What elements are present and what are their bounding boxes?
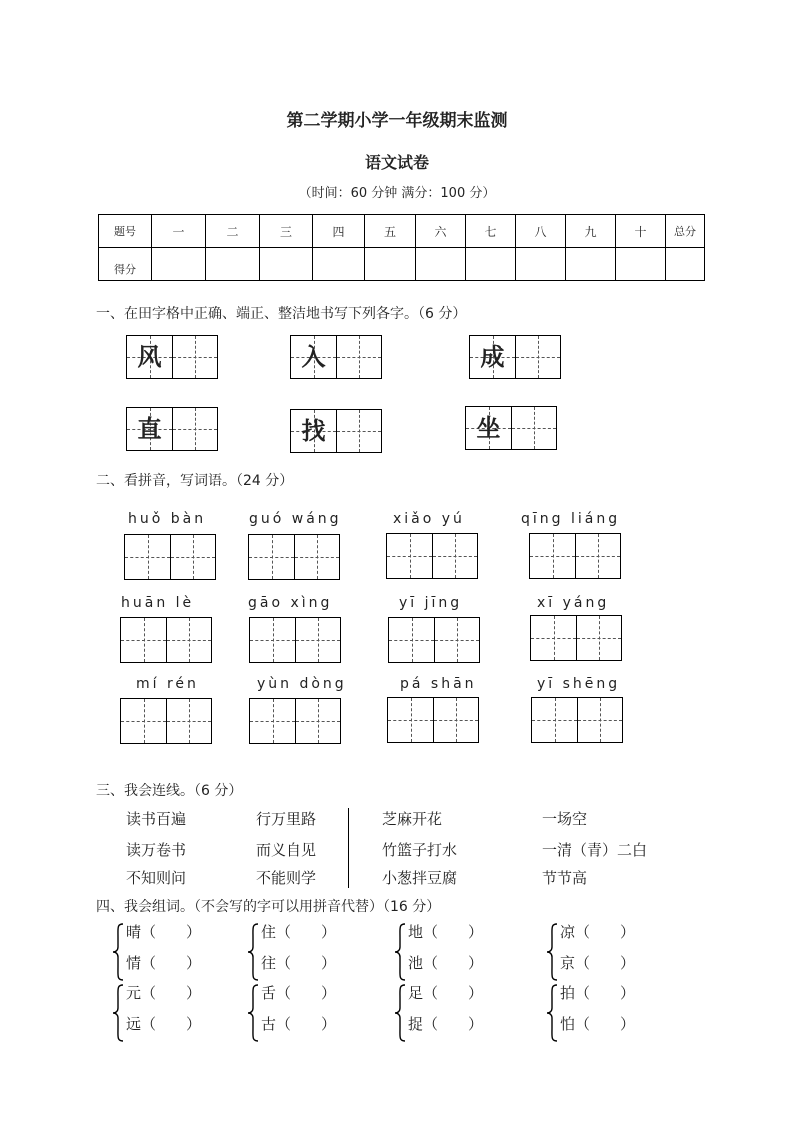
answer-grid[interactable] bbox=[386, 533, 478, 579]
match-item[interactable]: 节节高 bbox=[542, 869, 588, 887]
word-blank[interactable]: 京（ ） bbox=[560, 954, 636, 972]
pinyin-label: yī jīng bbox=[399, 595, 463, 611]
score-cell: 一 bbox=[152, 215, 206, 248]
match-item[interactable]: 读书百遍 bbox=[126, 810, 187, 828]
brace-icon bbox=[546, 984, 558, 1042]
pinyin-label: xiǎo yú bbox=[393, 511, 465, 527]
grid-cell bbox=[531, 616, 576, 660]
grid-cell bbox=[515, 336, 560, 378]
grid-cell bbox=[294, 535, 339, 579]
pinyin-label: gāo xìng bbox=[248, 595, 333, 611]
grid-cell bbox=[121, 618, 166, 662]
grid-cell bbox=[166, 618, 211, 662]
word-blank[interactable]: 地（ ） bbox=[408, 923, 484, 941]
score-input-cell[interactable] bbox=[260, 248, 313, 281]
pinyin-label: yī shēng bbox=[537, 676, 621, 692]
match-item[interactable]: 竹篮子打水 bbox=[382, 841, 458, 859]
word-group bbox=[247, 982, 377, 1044]
grid-cell bbox=[389, 618, 434, 662]
word-blank[interactable]: 晴（ ） bbox=[126, 923, 202, 941]
grid-cell bbox=[575, 534, 620, 578]
grid-cell bbox=[432, 534, 477, 578]
writing-grid[interactable] bbox=[290, 335, 382, 379]
match-item[interactable]: 读万卷书 bbox=[126, 841, 187, 859]
pinyin-label: qīng liáng bbox=[521, 511, 621, 527]
pinyin-label: guó wáng bbox=[249, 511, 342, 527]
score-cell: 二 bbox=[206, 215, 260, 248]
grid-cell bbox=[250, 699, 295, 743]
answer-grid[interactable] bbox=[249, 617, 341, 663]
grid-cell bbox=[434, 618, 479, 662]
pinyin-label: mí rén bbox=[136, 676, 199, 692]
writing-grid[interactable] bbox=[126, 335, 218, 379]
brace-icon bbox=[247, 984, 259, 1042]
score-input-cell[interactable] bbox=[416, 248, 466, 281]
word-group bbox=[247, 921, 377, 983]
column-divider bbox=[348, 808, 349, 888]
brace-icon bbox=[247, 923, 259, 981]
word-group bbox=[546, 921, 676, 983]
score-cell: 题号 bbox=[99, 215, 152, 248]
word-blank[interactable]: 怕（ ） bbox=[560, 1015, 636, 1033]
answer-grid[interactable] bbox=[530, 615, 622, 661]
model-character: 风 bbox=[137, 342, 162, 371]
answer-grid[interactable] bbox=[387, 697, 479, 743]
score-cell: 十 bbox=[616, 215, 666, 248]
answer-grid[interactable] bbox=[120, 698, 212, 744]
brace-icon bbox=[394, 984, 406, 1042]
score-input-cell[interactable] bbox=[313, 248, 365, 281]
grid-cell bbox=[125, 535, 170, 579]
word-blank[interactable]: 远（ ） bbox=[126, 1015, 202, 1033]
match-item[interactable]: 小葱拌豆腐 bbox=[382, 869, 458, 887]
score-label: 得分 bbox=[99, 248, 152, 281]
writing-grid[interactable] bbox=[465, 406, 557, 450]
word-group bbox=[112, 921, 242, 983]
score-input-cell[interactable] bbox=[616, 248, 666, 281]
page-title: 第二学期小学一年级期末监测 bbox=[286, 111, 508, 131]
answer-grid[interactable] bbox=[531, 697, 623, 743]
grid-cell bbox=[387, 534, 432, 578]
score-cell: 七 bbox=[466, 215, 516, 248]
writing-grid[interactable] bbox=[290, 409, 382, 453]
grid-cell bbox=[532, 698, 577, 742]
section2-heading: 二、看拼音，写词语。（24 分） bbox=[96, 473, 294, 489]
grid-cell bbox=[166, 699, 211, 743]
grid-cell bbox=[576, 616, 621, 660]
score-table bbox=[98, 214, 705, 281]
answer-grid[interactable] bbox=[120, 617, 212, 663]
score-cell: 总分 bbox=[666, 215, 705, 248]
score-cell: 四 bbox=[313, 215, 365, 248]
match-item[interactable]: 不能则学 bbox=[256, 869, 317, 887]
score-cell: 三 bbox=[260, 215, 313, 248]
grid-cell bbox=[295, 618, 340, 662]
pinyin-label: huǒ bàn bbox=[128, 511, 207, 527]
model-character: 入 bbox=[301, 342, 326, 371]
score-input-cell[interactable] bbox=[566, 248, 616, 281]
writing-grid[interactable] bbox=[126, 407, 218, 451]
answer-grid[interactable] bbox=[249, 698, 341, 744]
word-blank[interactable]: 元（ ） bbox=[126, 984, 202, 1002]
score-input-cell[interactable] bbox=[365, 248, 416, 281]
word-blank[interactable]: 往（ ） bbox=[261, 954, 337, 972]
brace-icon bbox=[112, 923, 124, 981]
grid-cell bbox=[250, 618, 295, 662]
score-cell: 六 bbox=[416, 215, 466, 248]
match-item[interactable]: 不知则问 bbox=[126, 869, 187, 887]
exam-info: （时间：60 分钟 满分：100 分） bbox=[298, 186, 496, 201]
pinyin-label: huān lè bbox=[121, 595, 195, 611]
model-character: 成 bbox=[480, 342, 505, 371]
answer-grid[interactable] bbox=[529, 533, 621, 579]
brace-icon bbox=[112, 984, 124, 1042]
score-table-score-row bbox=[99, 248, 705, 281]
score-input-cell[interactable] bbox=[152, 248, 206, 281]
word-blank[interactable]: 池（ ） bbox=[408, 954, 484, 972]
pinyin-label: pá shān bbox=[400, 676, 477, 692]
score-table-header-row bbox=[99, 215, 705, 248]
word-blank[interactable]: 古（ ） bbox=[261, 1015, 337, 1033]
match-item[interactable]: 行万里路 bbox=[256, 810, 317, 828]
grid-cell bbox=[433, 698, 478, 742]
word-group bbox=[546, 982, 676, 1044]
word-group bbox=[112, 982, 242, 1044]
word-blank[interactable]: 住（ ） bbox=[261, 923, 337, 941]
writing-grid[interactable] bbox=[469, 335, 561, 379]
score-input-cell[interactable] bbox=[466, 248, 516, 281]
page-subtitle: 语文试卷 bbox=[364, 153, 429, 172]
pinyin-label: xī yáng bbox=[537, 595, 610, 611]
pinyin-label: yùn dòng bbox=[257, 676, 347, 692]
grid-cell bbox=[295, 699, 340, 743]
grid-cell bbox=[530, 534, 575, 578]
word-blank[interactable]: 舌（ ） bbox=[261, 984, 337, 1002]
score-cell: 五 bbox=[365, 215, 416, 248]
grid-cell bbox=[388, 698, 433, 742]
answer-grid[interactable] bbox=[388, 617, 480, 663]
match-item[interactable]: 芝麻开花 bbox=[382, 810, 443, 828]
grid-cell bbox=[336, 336, 381, 378]
score-cell: 八 bbox=[516, 215, 566, 248]
grid-cell bbox=[511, 407, 556, 449]
score-input-cell[interactable] bbox=[516, 248, 566, 281]
score-cell: 九 bbox=[566, 215, 616, 248]
brace-icon bbox=[394, 923, 406, 981]
section1-heading: 一、在田字格中正确、端正、整洁地书写下列各字。（6 分） bbox=[96, 306, 467, 322]
score-input-cell[interactable] bbox=[666, 248, 705, 281]
score-input-cell[interactable] bbox=[206, 248, 260, 281]
word-blank[interactable]: 捉（ ） bbox=[408, 1015, 484, 1033]
word-group bbox=[394, 921, 524, 983]
word-blank[interactable]: 情（ ） bbox=[126, 954, 202, 972]
model-character: 直 bbox=[137, 414, 162, 443]
section3-heading: 三、我会连线。（6 分） bbox=[96, 783, 243, 799]
grid-cell bbox=[170, 535, 215, 579]
grid-cell bbox=[249, 535, 294, 579]
match-item[interactable]: 一场空 bbox=[542, 810, 588, 828]
grid-cell bbox=[172, 336, 217, 378]
match-item[interactable]: 一清（青）二白 bbox=[542, 841, 648, 859]
brace-icon bbox=[546, 923, 558, 981]
match-item[interactable]: 而义自见 bbox=[256, 841, 317, 859]
grid-cell bbox=[121, 699, 166, 743]
word-blank[interactable]: 足（ ） bbox=[408, 984, 484, 1002]
answer-grid[interactable] bbox=[124, 534, 216, 580]
answer-grid[interactable] bbox=[248, 534, 340, 580]
word-blank[interactable]: 凉（ ） bbox=[560, 923, 636, 941]
section4-heading: 四、我会组词。（不会写的字可以用拼音代替）（16 分） bbox=[96, 899, 441, 915]
model-character: 找 bbox=[301, 416, 326, 445]
model-character: 坐 bbox=[476, 413, 501, 442]
word-blank[interactable]: 拍（ ） bbox=[560, 984, 636, 1002]
grid-cell bbox=[172, 408, 217, 450]
word-group bbox=[394, 982, 524, 1044]
grid-cell bbox=[336, 410, 381, 452]
grid-cell bbox=[577, 698, 622, 742]
